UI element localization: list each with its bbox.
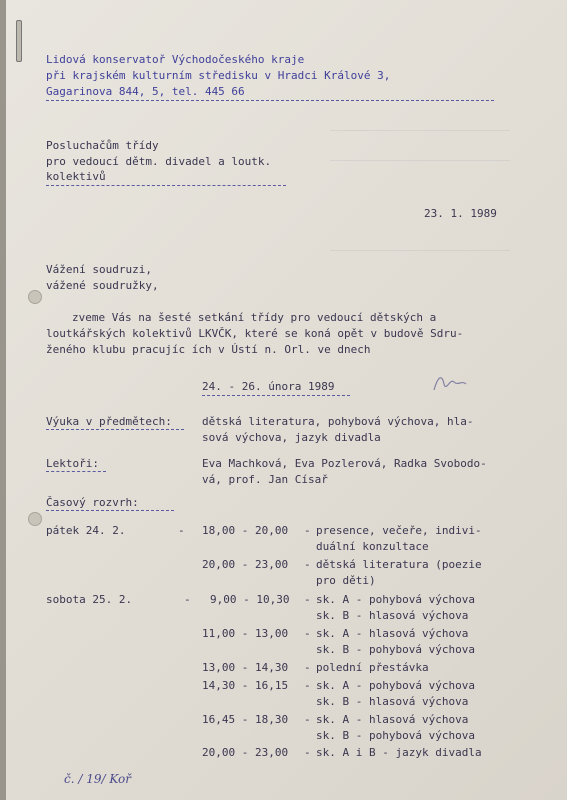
schedule-activity: polední přestávka — [316, 661, 429, 674]
schedule-time: 16,45 - 18,30 — [202, 713, 289, 726]
letterhead-line-2: při krajském kulturním středisku v Hradci Králové 3, — [46, 69, 391, 82]
addressee-rule — [46, 185, 286, 186]
letter-date: 23. 1. 1989 — [424, 207, 497, 220]
schedule-label: Časový rozvrh: — [46, 496, 139, 509]
bleed-through — [330, 160, 510, 161]
schedule-sep: - — [304, 524, 311, 537]
schedule-time: 13,00 - 14,30 — [202, 661, 289, 674]
schedule-day: sobota 25. 2. — [46, 593, 133, 606]
handwritten-initials — [430, 372, 470, 394]
schedule-day-dash: - — [178, 524, 185, 537]
schedule-sep: - — [304, 627, 311, 640]
subjects-line-2: sová výchova, jazyk divadla — [202, 431, 381, 444]
body-line-2: loutkářských kolektivů LKVČK, které se koná opět v budově Sdru- — [46, 327, 464, 340]
schedule-sep: - — [304, 679, 311, 692]
schedule-activity: dětská literatura (poezie — [316, 558, 482, 571]
schedule-sep: - — [304, 713, 311, 726]
schedule-activity: sk. A i B - jazyk divadla — [316, 746, 482, 759]
staple-mark — [16, 20, 22, 62]
lecturers-line-1: Eva Machková, Eva Pozlerová, Radka Svobodo- — [202, 457, 487, 470]
schedule-activity: sk. A - pohybová výchova — [316, 679, 475, 692]
schedule-time: 11,00 - 13,00 — [202, 627, 289, 640]
letterhead-line-3: Gagarinova 844, 5, tel. 445 66 — [46, 85, 245, 98]
lecturers-label: Lektoři: — [46, 457, 99, 470]
schedule-time: 14,30 - 16,15 — [202, 679, 289, 692]
punch-hole — [28, 290, 42, 304]
schedule-activity: sk. A - hlasová výchova — [316, 627, 469, 640]
addressee-line-2: pro vedoucí dětm. divadel a loutk. — [46, 155, 272, 168]
event-dates: 24. - 26. února 1989 — [202, 380, 335, 393]
lecturers-line-2: vá, prof. Jan Císař — [202, 473, 328, 486]
subjects-label-rule — [46, 429, 184, 430]
body-line-1: zveme Vás na šesté setkání třídy pro vedoucí dětských a — [72, 311, 437, 324]
schedule-sep: - — [304, 558, 311, 571]
schedule-activity: sk. A - pohybová výchova — [316, 593, 475, 606]
schedule-time: 18,00 - 20,00 — [202, 524, 289, 537]
schedule-sep: - — [304, 661, 311, 674]
schedule-time: 20,00 - 23,00 — [202, 558, 289, 571]
bleed-through — [330, 130, 510, 131]
bleed-through — [330, 250, 510, 251]
subjects-line-1: dětská literatura, pohybová výchova, hla- — [202, 415, 474, 428]
addressee-line-1: Posluchačům třídy — [46, 139, 159, 152]
schedule-time: 9,00 - 10,30 — [210, 593, 290, 606]
schedule-label-rule — [46, 510, 174, 511]
greeting-line-2: vážené soudružky, — [46, 279, 159, 292]
schedule-day-dash: - — [184, 593, 191, 606]
punch-hole — [28, 512, 42, 526]
schedule-activity: sk. B - hlasová výchova — [316, 609, 469, 622]
schedule-activity: presence, večeře, indivi- — [316, 524, 482, 537]
handwritten-reference: č. / 19/ Koř — [64, 772, 131, 786]
schedule-activity: sk. B - pohybová výchova — [316, 643, 475, 656]
schedule-time: 20,00 - 23,00 — [202, 746, 289, 759]
schedule-activity: duální konzultace — [316, 540, 429, 553]
schedule-activity: sk. B - pohybová výchova — [316, 729, 475, 742]
addressee-line-3: kolektivů — [46, 170, 106, 183]
event-dates-rule — [202, 395, 350, 396]
greeting-line-1: Vážení soudruzi, — [46, 263, 152, 276]
schedule-activity: pro děti) — [316, 574, 376, 587]
subjects-label: Výuka v předmětech: — [46, 415, 172, 428]
schedule-sep: - — [304, 593, 311, 606]
lecturers-label-rule — [46, 471, 106, 472]
page-edge — [0, 0, 6, 800]
body-line-3: ženého klubu pracujíc ích v Ústí n. Orl. ve dnech — [46, 343, 371, 356]
schedule-activity: sk. B - hlasová výchova — [316, 695, 469, 708]
letterhead-rule — [46, 100, 494, 101]
schedule-day: pátek 24. 2. — [46, 524, 126, 537]
schedule-sep: - — [304, 746, 311, 759]
letterhead-line-1: Lidová konservatoř Východočeského kraje — [46, 53, 305, 66]
schedule-activity: sk. A - hlasová výchova — [316, 713, 469, 726]
